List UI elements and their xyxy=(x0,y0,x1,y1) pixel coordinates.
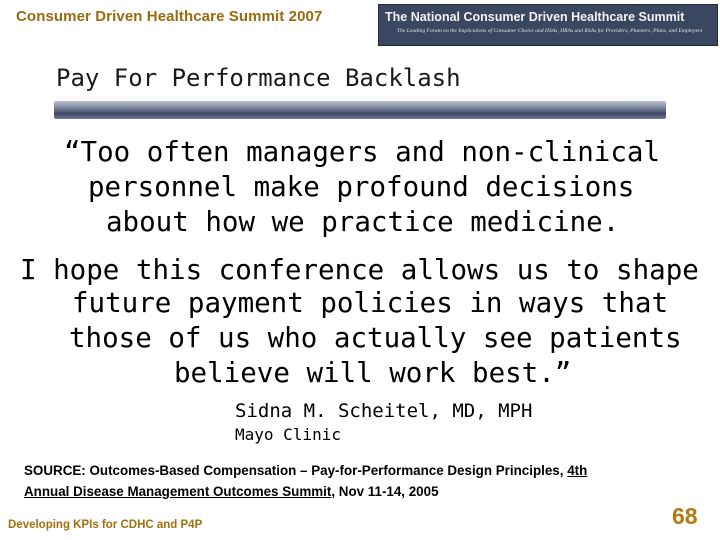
page-number: 68 xyxy=(672,503,698,529)
quote-line: those of us who actually see patients xyxy=(69,322,682,354)
event-name: Consumer Driven Healthcare Summit 2007 xyxy=(16,8,323,25)
quote-line: future payment policies in ways that xyxy=(72,287,669,319)
source-prefix: SOURCE: Outcomes-Based Compensation – Pay-for-Performance Design Principles, xyxy=(24,463,568,478)
banner-subtitle: The Leading Forum on the Implications of Consumer Choice and HSAs, HRAs and RSAs for Providers, Planners, Plans, and Employers xyxy=(397,28,703,34)
attribution-org: Mayo Clinic xyxy=(235,425,341,444)
summit-banner-logo xyxy=(378,4,718,46)
slide-title: Pay For Performance Backlash xyxy=(56,64,461,92)
footer-text: Developing KPIs for CDHC and P4P xyxy=(8,519,203,531)
source-event: Annual Disease Management Outcomes Summit xyxy=(24,484,332,499)
title-underline-bar xyxy=(54,101,666,119)
banner-title: The National Consumer Driven Healthcare Summit xyxy=(385,10,685,24)
source-edition: 4th xyxy=(567,463,588,478)
quote-line: “Too often managers and non-clinical xyxy=(64,136,661,168)
source-suffix: , Nov 11-14, 2005 xyxy=(331,484,439,499)
quote-line: I hope this conference allows us to shape xyxy=(20,254,699,286)
quote-line: believe will work best.” xyxy=(174,357,572,389)
source-citation xyxy=(24,460,714,502)
attribution-name: Sidna M. Scheitel, MD, MPH xyxy=(235,400,533,422)
quote-line: personnel make profound decisions xyxy=(88,171,635,203)
quote-line: about how we practice medicine. xyxy=(106,206,620,238)
